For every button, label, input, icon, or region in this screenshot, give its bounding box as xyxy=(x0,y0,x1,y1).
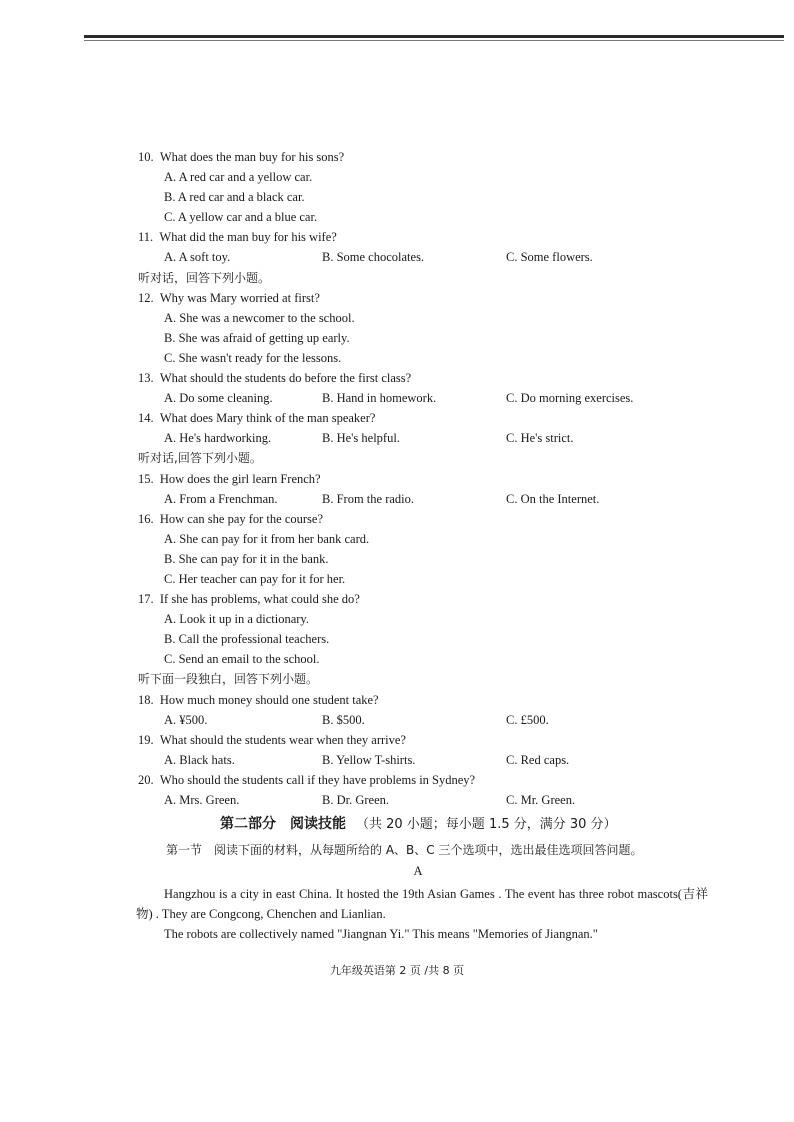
option: C. Mr. Green. xyxy=(506,793,576,807)
options-row xyxy=(138,428,728,448)
option: B. He's helpful. xyxy=(322,431,400,446)
option: A. A soft toy. xyxy=(164,250,231,265)
section-text: 阅读下面的材料，从每题所给的 A、B、C 三个选项中，选出最佳选项回答问题。 xyxy=(214,843,643,858)
part-two-heading xyxy=(138,810,728,838)
option: A. Look it up in a dictionary. xyxy=(164,612,309,627)
instruction: 听下面一段独白，回答下列小题。 xyxy=(138,672,319,687)
option: B. Dr. Green. xyxy=(322,793,389,807)
option: A. Black hats. xyxy=(164,752,235,767)
option: C. She wasn't ready for the lessons. xyxy=(164,350,342,365)
option: B. Some chocolates. xyxy=(322,250,425,265)
instruction: 听对话,回答下列小题。 xyxy=(138,451,262,466)
question-10: 10. What does the man buy for his sons? xyxy=(138,150,345,164)
page-footer: 九年级英语第 2 页 /共 8 页 xyxy=(329,964,465,977)
passage-label: A xyxy=(413,864,423,879)
option: B. From the radio. xyxy=(322,491,415,506)
options-row xyxy=(138,388,728,408)
passage-paragraph: Hangzhou is a city in east China. It hosted the 19th Asian Games . The event has three robot mascots(吉祥物) . They are Congcong, Chenchen and Lianlian. xyxy=(136,887,708,921)
option: B. Call the professional teachers. xyxy=(164,632,330,647)
header-rule-thin xyxy=(84,40,784,41)
option: B. Yellow T-shirts. xyxy=(322,752,416,767)
options-row xyxy=(138,790,728,810)
option: B. Hand in homework. xyxy=(322,391,437,406)
option: C. Send an email to the school. xyxy=(164,652,320,667)
listening-questions xyxy=(138,147,728,880)
option: A. Do some cleaning. xyxy=(164,391,273,406)
part-two-title: 第二部分 阅读技能 xyxy=(220,816,346,833)
options-row xyxy=(138,750,728,770)
question-12: 12. Why was Mary worried at first? xyxy=(138,290,320,305)
option: B. A red car and a black car. xyxy=(164,190,305,205)
option: A. He's hardworking. xyxy=(164,431,272,446)
options-row xyxy=(138,489,728,509)
header-rule xyxy=(84,35,784,38)
option: A. ¥500. xyxy=(164,712,208,727)
question-11: 11. What did the man buy for his wife? xyxy=(138,230,337,245)
question-14: 14. What does Mary think of the man speaker? xyxy=(138,411,376,426)
options-row xyxy=(138,247,728,267)
question-17: 17. If she has problems, what could she do? xyxy=(138,592,360,607)
passage-paragraph: The robots are collectively named "Jiangnan Yi." This means "Memories of Jiangnan." xyxy=(164,927,598,941)
section-one-instruction xyxy=(138,838,728,862)
question-18: 18. How much money should one student take? xyxy=(138,692,379,707)
option: C. £500. xyxy=(506,712,549,727)
option: C. Do morning exercises. xyxy=(506,391,634,406)
question-20: 20. Who should the students call if they have problems in Sydney? xyxy=(138,772,476,787)
option: B. $500. xyxy=(322,712,365,727)
option: A. A red car and a yellow car. xyxy=(164,170,313,185)
option: C. On the Internet. xyxy=(506,491,600,506)
option: A. Mrs. Green. xyxy=(164,793,240,807)
question-19: 19. What should the students wear when they arrive? xyxy=(138,732,406,747)
instruction: 听对话，回答下列小题。 xyxy=(138,270,271,285)
option: A. She can pay for it from her bank card. xyxy=(164,531,370,546)
option: C. A yellow car and a blue car. xyxy=(164,210,318,225)
reading-passage xyxy=(136,884,708,944)
option: A. From a Frenchman. xyxy=(164,491,278,506)
option: C. Red caps. xyxy=(506,752,570,767)
part-two-note: （共 20 小题；每小题 1.5 分，满分 30 分） xyxy=(356,817,617,833)
option: A. She was a newcomer to the school. xyxy=(164,310,355,325)
question-16: 16. How can she pay for the course? xyxy=(138,511,324,526)
option: C. Her teacher can pay for it for her. xyxy=(164,571,346,586)
option: C. He's strict. xyxy=(506,431,574,446)
options-row xyxy=(138,710,728,730)
option: C. Some flowers. xyxy=(506,250,593,265)
section-label: 第一节 xyxy=(166,843,203,858)
question-15: 15. How does the girl learn French? xyxy=(138,471,321,486)
option: B. She can pay for it in the bank. xyxy=(164,551,329,566)
option: B. She was afraid of getting up early. xyxy=(164,330,350,345)
question-13: 13. What should the students do before the first class? xyxy=(138,371,412,386)
